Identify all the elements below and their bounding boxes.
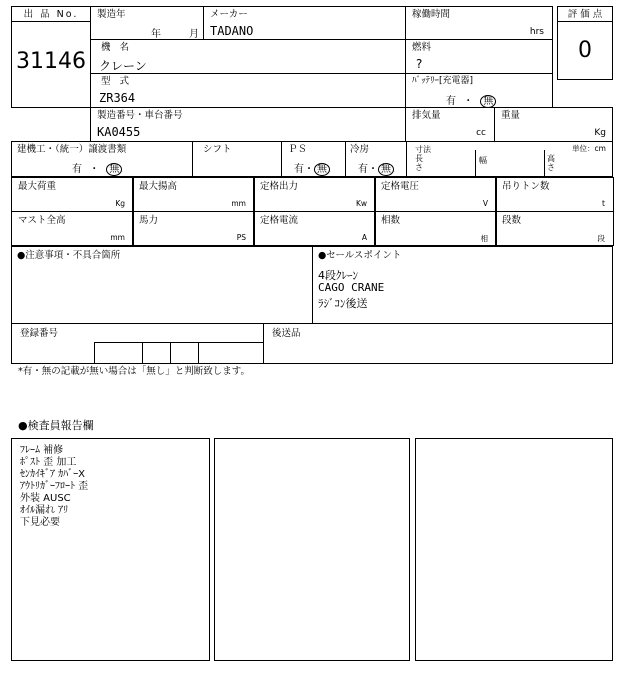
- rating-cell: [557, 21, 613, 80]
- dims-unit-label: 単位：cm: [572, 144, 606, 153]
- listing-no-header-cell: [11, 6, 91, 22]
- inspector-line: 外装 AUSC: [20, 493, 71, 504]
- weight-label: 重量: [501, 110, 521, 121]
- displacement-unit: cc: [476, 128, 486, 138]
- sales-cell: [312, 246, 613, 324]
- spec-b-unit: PS: [236, 233, 246, 242]
- serial-cell: [90, 107, 406, 142]
- hours-unit: hrs: [529, 27, 544, 37]
- cooling-dot: ・: [368, 164, 378, 175]
- dims-cell: [406, 141, 613, 177]
- cooling-options: [358, 160, 394, 176]
- ps-cell: [281, 141, 346, 177]
- battery-cell: [405, 73, 553, 108]
- spec-b-label: 相数: [381, 215, 401, 226]
- dims-length-label: 長 さ: [415, 154, 423, 172]
- ps-dot: ・: [304, 164, 314, 175]
- displacement-label: 排気量: [412, 110, 441, 121]
- footnote: *有・無の記載が無い場合は「無し」と判断致します。: [18, 366, 250, 377]
- notes-label: ●注意事項・不具合箇所: [17, 250, 121, 261]
- maker-cell: [203, 6, 406, 40]
- registration-box-4: [198, 342, 199, 364]
- ps-yes: 有: [294, 164, 304, 175]
- dims-divider-1: [475, 150, 476, 176]
- spec-a-cell: [11, 177, 134, 212]
- listing-no-cell: [11, 21, 91, 108]
- type-label: 型 式: [101, 76, 133, 87]
- type-value: ZR364: [99, 91, 136, 105]
- kenki-label: 建機工・（統一）譲渡書類: [17, 144, 127, 155]
- kenki-options: [72, 160, 122, 176]
- cooling-label: 冷房: [350, 144, 370, 155]
- spec-a-label: 定格電圧: [381, 181, 420, 192]
- followup-cell: [263, 323, 613, 364]
- fuel-cell: [405, 39, 553, 74]
- weight-unit: Kg: [594, 128, 606, 138]
- cooling-yes: 有: [358, 164, 368, 175]
- listing-number: 31146: [16, 49, 86, 74]
- spec-a-label: 最大荷重: [18, 181, 57, 192]
- inspector-box-1: [11, 438, 210, 661]
- kenki-dot: ・: [89, 164, 100, 175]
- model-name-label: 機 名: [101, 42, 133, 53]
- spec-a-unit: t: [602, 199, 605, 208]
- spec-a-cell: [253, 177, 376, 212]
- spec-b-cell: [253, 211, 376, 246]
- kenki-yes: 有: [72, 164, 82, 175]
- inspector-line: ｵｲﾙ漏れ ｱﾘ: [20, 505, 69, 516]
- listing-no-label: 出 品 No.: [23, 9, 79, 20]
- spec-b-label: 定格電流: [260, 215, 299, 226]
- spec-a-cell: [495, 177, 614, 212]
- spec-b-unit: 段: [597, 234, 605, 243]
- hours-cell: [405, 6, 553, 40]
- battery-yes: 有: [446, 96, 456, 107]
- inspector-label: ●検査員報告欄: [18, 419, 94, 432]
- inspector-box-3: [415, 438, 613, 661]
- spec-a-label: 吊りトン数: [502, 181, 550, 192]
- spec-a-unit: Kg: [115, 199, 125, 208]
- spec-b-unit: mm: [110, 233, 125, 242]
- spec-a-unit: mm: [231, 199, 246, 208]
- registration-label: 登録番号: [20, 328, 59, 339]
- hours-label: 稼働時間: [412, 9, 451, 20]
- kenki-no-circled: 無: [106, 163, 122, 176]
- sales-line-1: 4段ｸﾚｰﾝ: [318, 269, 358, 282]
- serial-label: 製造番号・車台番号: [97, 110, 183, 121]
- ps-options: [294, 160, 330, 176]
- ps-no-circled: 無: [314, 163, 330, 176]
- spec-b-label: 段数: [502, 215, 522, 226]
- spec-b-label: マスト全高: [18, 215, 66, 226]
- shift-cell: [192, 141, 282, 177]
- rating-label: 評 価 点: [567, 9, 603, 20]
- dims-height-label: 高 さ: [547, 154, 555, 172]
- registration-cell: [11, 323, 264, 364]
- battery-dot: ・: [463, 96, 474, 107]
- spec-a-label: 最大揚高: [139, 181, 178, 192]
- spec-b-unit: 相: [480, 234, 488, 243]
- maker-label: メーカー: [210, 9, 248, 20]
- weight-cell: [494, 107, 613, 142]
- year-tsuki: 月: [189, 29, 199, 40]
- spec-b-cell: [495, 211, 614, 246]
- spec-b-cell: [132, 211, 255, 246]
- inspector-lines: [20, 445, 88, 529]
- sales-label: ●セールスポイント: [318, 250, 402, 261]
- serial-value: KA0455: [97, 125, 141, 139]
- kenki-cell: [11, 141, 193, 177]
- rating-header-cell: [557, 6, 613, 22]
- shift-label: シフト: [203, 144, 232, 155]
- inspector-line: ﾎﾟｽﾄ 歪 加工: [20, 457, 77, 468]
- dims-width-label: 幅: [479, 156, 487, 165]
- registration-box-1: [94, 342, 95, 364]
- followup-label: 後送品: [272, 328, 301, 339]
- spec-b-label: 馬力: [139, 215, 159, 226]
- spec-a-label: 定格出力: [260, 181, 299, 192]
- registration-underline: [94, 342, 264, 343]
- battery-no-circled: 無: [480, 95, 496, 108]
- sales-line-2: CAGO CRANE: [318, 281, 385, 294]
- ps-label: ＰＳ: [288, 144, 308, 155]
- type-cell: [90, 73, 406, 108]
- battery-options: [446, 92, 496, 108]
- model-name-value: クレーン: [99, 59, 147, 73]
- inspector-box-2: [214, 438, 410, 661]
- sales-line-3: ﾗｼﾞｺﾝ後送: [318, 297, 368, 310]
- inspector-line: ｾﾝｶｲｷﾞｱ ｶﾊﾞｰX: [20, 469, 86, 480]
- inspector-line: ﾌﾚｰﾑ 補修: [20, 445, 64, 456]
- fuel-label: 燃料: [412, 42, 432, 53]
- displacement-cell: [405, 107, 495, 142]
- spec-a-unit: V: [482, 199, 488, 208]
- spec-a-unit: Kw: [355, 199, 367, 208]
- spec-b-unit: A: [361, 233, 367, 242]
- year-nen: 年: [151, 29, 161, 40]
- registration-box-3: [170, 342, 171, 364]
- rating-value: 0: [578, 38, 592, 63]
- year-label: 製造年: [97, 9, 126, 20]
- cooling-no-circled: 無: [378, 163, 394, 176]
- cooling-cell: [345, 141, 407, 177]
- model-name-cell: [90, 39, 406, 74]
- year-cell: [90, 6, 204, 40]
- notes-cell: [11, 246, 313, 324]
- spec-a-cell: [132, 177, 255, 212]
- maker-value: TADANO: [210, 24, 254, 38]
- dims-divider-2: [544, 150, 545, 176]
- registration-box-2: [142, 342, 143, 364]
- inspector-line: 下見必要: [20, 517, 60, 528]
- fuel-value: ?: [416, 57, 423, 71]
- spec-b-cell: [374, 211, 497, 246]
- battery-label: ﾊﾞｯﾃﾘｰ[充電器]: [412, 76, 474, 86]
- inspector-line: ｱｳﾄﾘｶﾞｰﾌﾛｰﾄ 歪: [20, 481, 89, 492]
- spec-a-cell: [374, 177, 497, 212]
- dims-label: 寸法: [415, 145, 431, 154]
- spec-b-cell: [11, 211, 134, 246]
